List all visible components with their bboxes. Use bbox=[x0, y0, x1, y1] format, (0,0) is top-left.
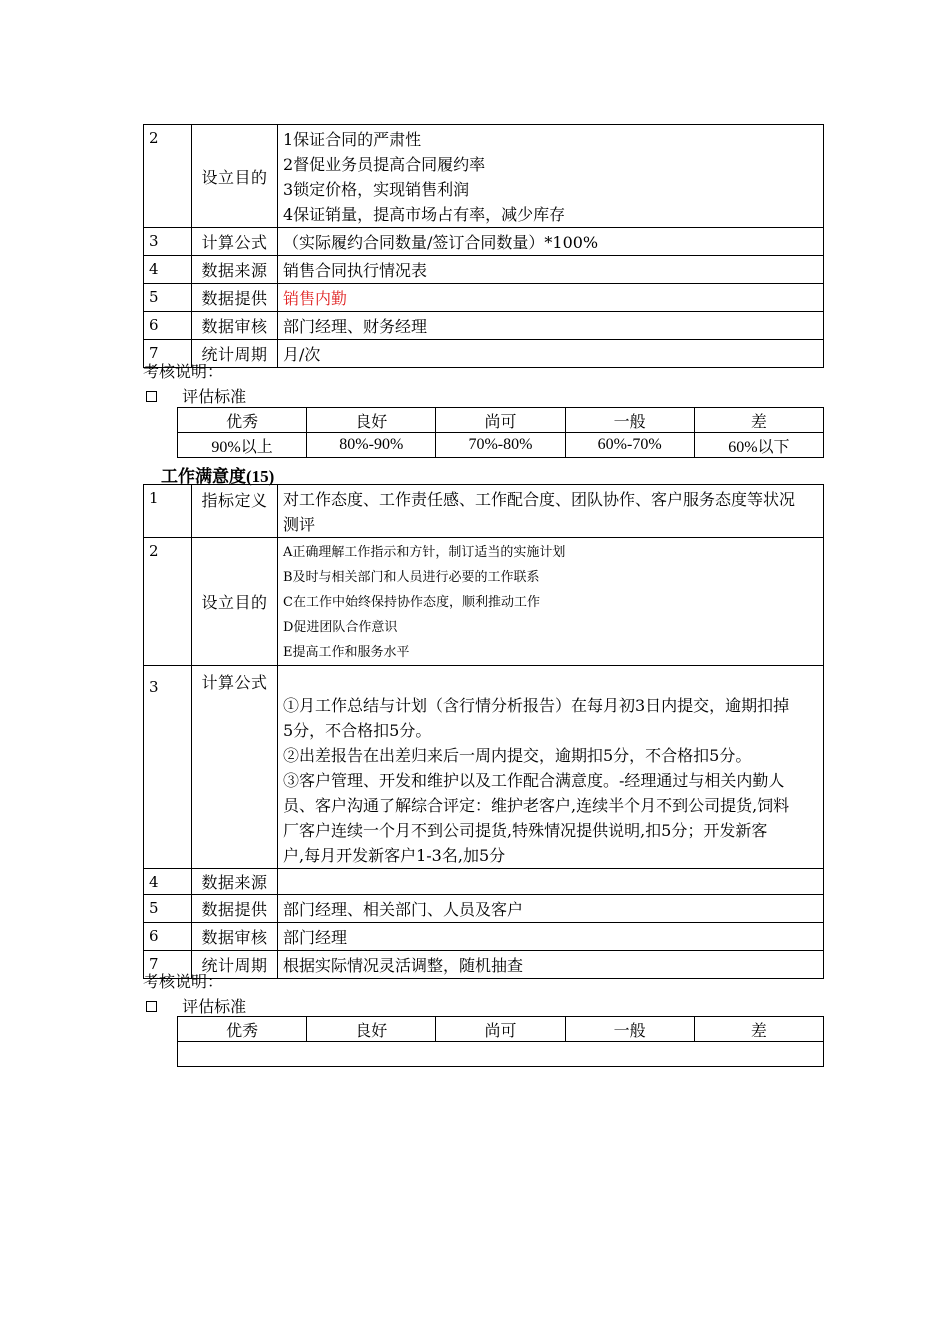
text-line: 5分，不合格扣5分。 bbox=[283, 721, 432, 740]
grade-header: 优秀 bbox=[178, 408, 307, 433]
assessment-note: 考核说明： bbox=[143, 972, 224, 991]
row-value bbox=[278, 538, 824, 666]
grade-header: 优秀 bbox=[178, 1017, 307, 1042]
row-value bbox=[278, 485, 824, 538]
section-title: 工作满意度(15) bbox=[161, 467, 275, 486]
row-label: 设立目的 bbox=[192, 538, 278, 666]
grade-value: 60%以下 bbox=[694, 433, 823, 458]
grade-value: 90%以上 bbox=[178, 433, 307, 458]
row-number: 7 bbox=[144, 951, 192, 979]
row-value: 部门经理、相关部门、人员及客户 bbox=[278, 895, 824, 923]
row-label: 计算公式 bbox=[192, 228, 278, 256]
grade-header: 尚可 bbox=[436, 1017, 565, 1042]
list-item: 1保证合同的严肃性 bbox=[283, 130, 422, 149]
row-value bbox=[278, 666, 824, 869]
list-item: 4保证销量，提高市场占有率，减少库存 bbox=[283, 205, 566, 224]
row-number: 2 bbox=[144, 125, 192, 228]
text-line: ③客户管理、开发和维护以及工作配合满意度。-经理通过与相关内勤人 bbox=[283, 771, 785, 790]
grade-value: 80%-90% bbox=[307, 433, 436, 458]
table-row bbox=[144, 485, 824, 538]
evaluation-standard bbox=[146, 384, 246, 407]
evaluation-title: 评估标准 bbox=[182, 387, 247, 406]
table-row bbox=[178, 433, 824, 458]
grade-header: 尚可 bbox=[436, 408, 565, 433]
table-row bbox=[144, 256, 824, 284]
row-number: 5 bbox=[144, 895, 192, 923]
text-line: 户,每月开发新客户1-3名,加5分 bbox=[283, 846, 506, 865]
row-label: 统计周期 bbox=[192, 951, 278, 979]
row-value: 部门经理、财务经理 bbox=[278, 312, 824, 340]
row-number: 3 bbox=[144, 228, 192, 256]
list-item: 3锁定价格，实现销售利润 bbox=[283, 180, 470, 199]
row-number: 6 bbox=[144, 923, 192, 951]
text-line: 测评 bbox=[283, 515, 316, 534]
checkbox-icon bbox=[146, 1001, 157, 1012]
row-number: 5 bbox=[144, 284, 192, 312]
grade-value: 60%-70% bbox=[565, 433, 694, 458]
table-row bbox=[144, 923, 824, 951]
row-label: 数据审核 bbox=[192, 923, 278, 951]
grade-value-empty bbox=[178, 1042, 824, 1067]
list-item: C在工作中始终保持协作态度，顺利推动工作 bbox=[283, 595, 540, 610]
table-row bbox=[144, 340, 824, 368]
table-row bbox=[144, 228, 824, 256]
evaluation-standard bbox=[146, 994, 246, 1017]
table-row bbox=[144, 538, 824, 666]
grade-header: 差 bbox=[694, 1017, 823, 1042]
grade-header: 良好 bbox=[307, 1017, 436, 1042]
table-row bbox=[144, 895, 824, 923]
table-row bbox=[178, 1017, 824, 1042]
grade-header: 良好 bbox=[307, 408, 436, 433]
assessment-note: 考核说明： bbox=[143, 362, 224, 381]
grade-header: 一般 bbox=[565, 1017, 694, 1042]
row-label: 计算公式 bbox=[192, 666, 278, 869]
row-number: 2 bbox=[144, 538, 192, 666]
row-value: 部门经理 bbox=[278, 923, 824, 951]
evaluation-table bbox=[177, 1016, 824, 1067]
table-row bbox=[144, 869, 824, 895]
row-number: 4 bbox=[144, 256, 192, 284]
grade-value: 70%-80% bbox=[436, 433, 565, 458]
row-number: 7 bbox=[144, 340, 192, 368]
grade-header: 一般 bbox=[565, 408, 694, 433]
evaluation-title: 评估标准 bbox=[182, 997, 247, 1016]
list-item: A正确理解工作指示和方针，制订适当的实施计划 bbox=[283, 545, 566, 560]
text-line bbox=[283, 668, 823, 693]
row-value bbox=[278, 869, 824, 895]
row-value: 月/次 bbox=[278, 340, 824, 368]
row-label: 数据提供 bbox=[192, 284, 278, 312]
table-row bbox=[178, 408, 824, 433]
list-item: D促进团队合作意识 bbox=[283, 620, 398, 635]
text-line: 员、客户沟通了解综合评定：维护老客户,连续半个月不到公司提货,饲料 bbox=[283, 796, 790, 815]
row-label: 数据来源 bbox=[192, 256, 278, 284]
table-row bbox=[144, 284, 824, 312]
checkbox-icon bbox=[146, 391, 157, 402]
row-label: 数据提供 bbox=[192, 895, 278, 923]
table-row bbox=[144, 125, 824, 228]
list-item: E提高工作和服务水平 bbox=[283, 645, 410, 660]
text-line: ②出差报告在出差归来后一周内提交，逾期扣5分，不合格扣5分。 bbox=[283, 746, 752, 765]
row-label: 设立目的 bbox=[192, 125, 278, 228]
table-row bbox=[178, 1042, 824, 1067]
table-row bbox=[144, 666, 824, 869]
text-line: ①月工作总结与计划（含行情分析报告）在每月初3日内提交，逾期扣掉 bbox=[283, 696, 790, 715]
grade-header: 差 bbox=[694, 408, 823, 433]
row-number: 6 bbox=[144, 312, 192, 340]
row-number: 1 bbox=[144, 485, 192, 538]
list-item: 2督促业务员提高合同履约率 bbox=[283, 155, 486, 174]
row-value: 根据实际情况灵活调整，随机抽查 bbox=[278, 951, 824, 979]
table-row bbox=[144, 312, 824, 340]
row-label: 指标定义 bbox=[192, 485, 278, 538]
evaluation-table bbox=[177, 407, 824, 458]
row-label: 数据来源 bbox=[192, 869, 278, 895]
row-label: 统计周期 bbox=[192, 340, 278, 368]
row-value: （实际履约合同数量/签订合同数量）*100% bbox=[278, 228, 824, 256]
row-value bbox=[278, 125, 824, 228]
list-item: B及时与相关部门和人员进行必要的工作联系 bbox=[283, 570, 540, 585]
row-value-highlighted: 销售内勤 bbox=[278, 284, 824, 312]
table-row bbox=[144, 951, 824, 979]
kpi-table-satisfaction bbox=[143, 484, 824, 979]
row-number: 4 bbox=[144, 869, 192, 895]
row-number: 3 bbox=[144, 666, 192, 869]
text-line: 厂客户连续一个月不到公司提货,特殊情况提供说明,扣5分；开发新客 bbox=[283, 821, 768, 840]
kpi-table-contract bbox=[143, 124, 824, 368]
row-value: 销售合同执行情况表 bbox=[278, 256, 824, 284]
text-line: 对工作态度、工作责任感、工作配合度、团队协作、客户服务态度等状况 bbox=[283, 490, 796, 509]
row-label: 数据审核 bbox=[192, 312, 278, 340]
